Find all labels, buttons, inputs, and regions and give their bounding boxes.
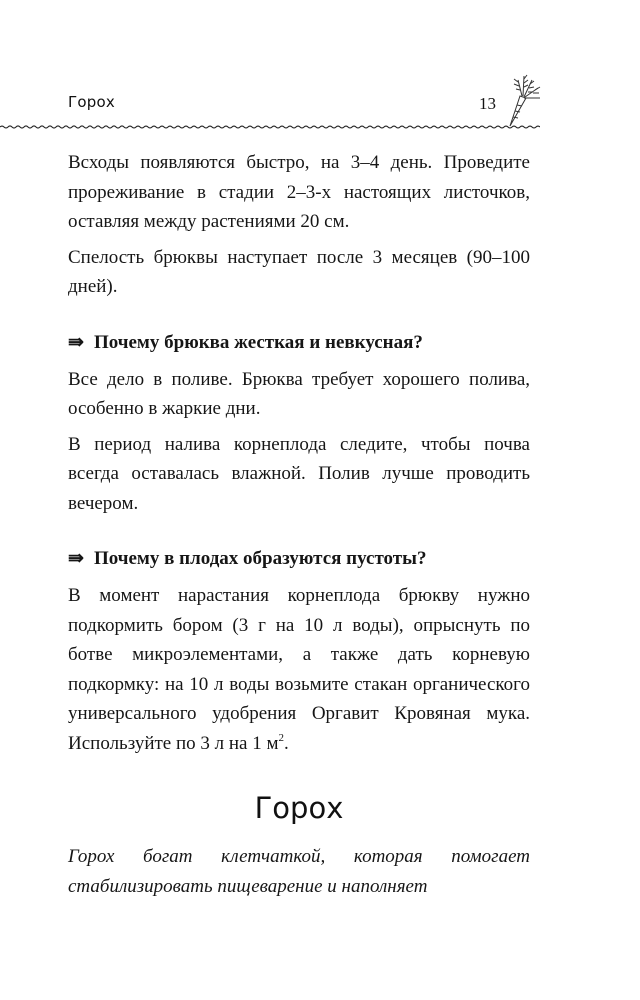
paragraph-text: В момент нарастания корнеплода брюкву нужно подкормить бором (3 г на 10 л воды), опрыснуть по ботве микроэлементами, а также дать корневую подкормку: на 10 л воды возьмите стакан органического универсального удобрения Оргавит Кровяная мука. Используйте по 3 л на 1 м — [68, 585, 530, 754]
intro-paragraph: Горох богат клетчаткой, которая помогает стабилизировать пищеварение и наполняет — [68, 846, 530, 897]
paragraph — [68, 581, 530, 758]
paragraph: Всходы появляются быстро, на 3–4 день. Проведите прореживание в стадии 2–3-х настоящих листочков, оставляя между растениями 20 см. — [68, 152, 530, 232]
question-text: Почему в плодах образуются пустоты? — [94, 548, 427, 569]
question-heading — [68, 328, 530, 357]
arrow-icon: ⇛ — [68, 331, 84, 353]
page-number: 13 — [479, 94, 496, 113]
paragraph: В период налива корнеплода следите, чтобы почва всегда оставалась влажной. Полив лучше проводить вечером. — [68, 433, 530, 514]
question-heading — [68, 544, 530, 573]
header-rule — [0, 125, 540, 129]
carrot-icon — [502, 70, 544, 128]
page-body — [68, 148, 530, 907]
running-title: Горох — [68, 93, 115, 111]
superscript: 2 — [278, 731, 285, 744]
paragraph: Все дело в поливе. Брюква требует хорошего полива, особенно в жаркие дни. — [68, 368, 530, 419]
section-title: Горох — [254, 791, 344, 825]
paragraph: Спелость брюквы наступает после 3 месяцев (90–100 дней). — [68, 246, 530, 297]
question-text: Почему брюква жесткая и невкусная? — [94, 331, 423, 353]
page-header — [0, 0, 640, 140]
arrow-icon: ⇛ — [68, 548, 84, 569]
paragraph-end: . — [284, 732, 289, 754]
